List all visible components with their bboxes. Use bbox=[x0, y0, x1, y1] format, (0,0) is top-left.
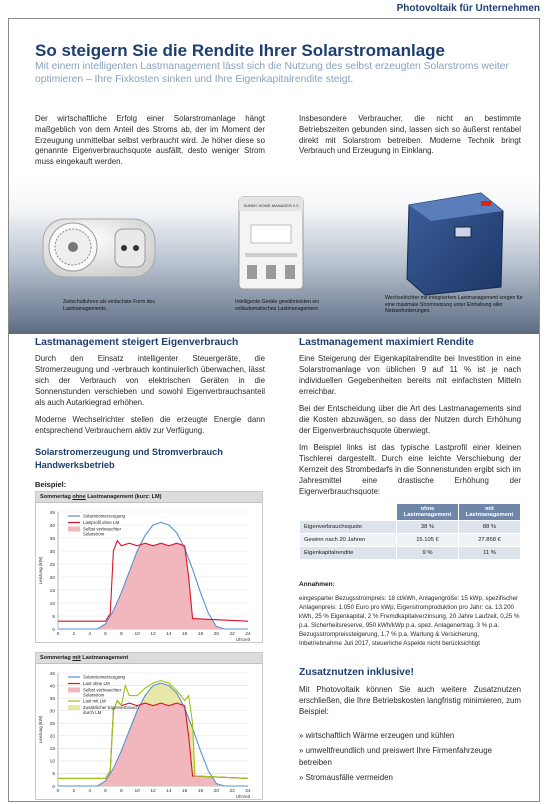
x-tick-label: 18 bbox=[197, 632, 204, 637]
x-tick-label: 22 bbox=[229, 632, 235, 637]
x-tick-label: 14 bbox=[166, 632, 172, 637]
left-body bbox=[35, 353, 265, 442]
table-header-row bbox=[300, 504, 521, 521]
legend-swatch bbox=[68, 705, 80, 710]
x-tick-label: 20 bbox=[213, 632, 220, 637]
caption-timer: Zeitschaltuhren als einfachste Form des Lastmanagements. bbox=[63, 299, 155, 312]
legend-swatch bbox=[68, 688, 80, 693]
table-cell: Eigenkapitalrendite bbox=[300, 547, 397, 560]
table-cell: 38 % bbox=[397, 521, 459, 534]
x-tick-label: 16 bbox=[181, 789, 188, 794]
x-tick-label: 0 bbox=[56, 632, 60, 637]
brand-label: Photovoltaik für Unternehmen bbox=[396, 3, 540, 14]
intro-left: Der wirtschaftliche Erfolg einer Solarstromanlage hängt maßgeblich von dem Anteil des Stroms ab, der im Moment der Erzeugung unmittelbar selbst verbraucht wird. Je höher diese so genannte Eigenverbrauchsquote ausfällt, desto weniger Strom muss eingekauft werden. bbox=[35, 114, 265, 167]
x-tick-label: 6 bbox=[104, 789, 107, 794]
y-tick-label: 25 bbox=[49, 562, 55, 568]
lead-text: Mit einem intelligenten Lastmanagement lässt sich die Nutzung des selbst erzeugten Solarstroms weiter optimieren – Ihre Fixkosten sinken und Ihre Eigenkapitalrendite steigt. bbox=[35, 61, 509, 85]
table-row bbox=[300, 521, 521, 534]
x-tick-label: 10 bbox=[134, 632, 140, 637]
y-tick-label: 25 bbox=[49, 722, 55, 728]
table-row bbox=[300, 547, 521, 560]
inverter-image bbox=[395, 187, 513, 297]
y-tick-label: 0 bbox=[52, 627, 55, 633]
table-cell: 15.105 € bbox=[397, 534, 459, 547]
legend-label: Selbst verbrauchter bbox=[83, 687, 122, 693]
y-tick-label: 20 bbox=[49, 734, 55, 740]
x-tick-label: 0 bbox=[56, 789, 60, 794]
y-tick-label: 30 bbox=[49, 549, 55, 555]
page-title: So steigern Sie die Rendite Ihrer Solarstromanlage bbox=[35, 41, 446, 60]
y-tick-label: 15 bbox=[49, 588, 55, 594]
chart-ohne-lm bbox=[35, 491, 263, 643]
x-axis-label: Uhrzeit bbox=[235, 794, 250, 799]
legend-label: Solarstromerzeugung bbox=[83, 674, 125, 680]
x-tick-label: 6 bbox=[104, 632, 107, 637]
table-header-cell bbox=[300, 504, 397, 521]
home-manager-image bbox=[231, 191, 311, 296]
chart-ohne-lm-plot bbox=[36, 504, 262, 643]
y-tick-label: 5 bbox=[52, 614, 55, 620]
y-tick-label: 20 bbox=[49, 575, 55, 581]
annahmen-text: eingesparter Bezugsstrompreis: 18 ct/kWh, Anlagengröße: 15 kWp, spezifischer Anlagenpreis: 1.050 Euro pro kWp, Eigenstromproduktion pro Jahr: ca. 13.200 kWh, 25 % Eigenkapital, 2 % Fremdkapitalverzinsung, 20 Jahre Laufzeit, 0,25 % p.a. Sicherheitsreserve, 950 kWh/kWp p.a. spez. Anlagenertrag, 3 % p.a. Bezugsstrompreissteigerung, 1,7 % p.a. Wartung & Versicherung, Inbetriebnahme Juli 2017, steuerliche Aspekte nicht berücksichtigt bbox=[299, 595, 520, 647]
x-tick-label: 14 bbox=[166, 789, 172, 794]
list-item: » wirtschaftlich Wärme erzeugen und kühlen bbox=[299, 731, 455, 740]
table-header-cell: mit Lastmanagement bbox=[459, 504, 521, 521]
legend-label: Solarstrom bbox=[83, 692, 105, 698]
beispiel-label: Beispiel: bbox=[35, 480, 67, 489]
intro-right: Insbesondere Verbraucher, die nicht an bestimmte Betriebszeiten gebunden sind, lassen sich so äußerst rentabel direkt mit Solarstrom betreiben. Moderne Technik bringt Verbrauch und Erzeugung in Einklang. bbox=[299, 114, 521, 156]
device-label: SUNNY HOME MANAGER 2.0 bbox=[243, 203, 299, 208]
table-cell: Gewinn nach 20 Jahren bbox=[300, 534, 397, 547]
y-tick-label: 40 bbox=[49, 523, 55, 529]
table-cell: 9 % bbox=[397, 547, 459, 560]
zusatznutzen-text: Mit Photovoltaik können Sie auch weitere Zusatznutzen erschließen, die Ihre Betriebskosten langfristig minimieren, zum Beispiel: bbox=[299, 685, 521, 716]
y-tick-label: 10 bbox=[49, 759, 55, 765]
right-paragraph-2: Bei der Entscheidung über die Art des Lastmanagements sind die Kosten abzuwägen, so dass der Nutzen durch Erhöhung der Eigenverbrauchsquote überwiegt. bbox=[299, 404, 521, 435]
page-frame bbox=[8, 18, 540, 802]
chart-mit-lm-plot bbox=[36, 665, 262, 800]
legend-label: Last mit LM bbox=[83, 698, 106, 704]
legend-label: Solarstrom bbox=[83, 531, 105, 537]
table-cell: 27.858 € bbox=[459, 534, 521, 547]
legend-label: Lastprofil ohne LM bbox=[83, 520, 120, 526]
y-tick-label: 30 bbox=[49, 709, 55, 715]
table-header-cell: ohne Lastmanagement bbox=[397, 504, 459, 521]
chart-mit-lm-title: Sommertag mit Lastmanagement bbox=[36, 653, 262, 664]
y-tick-label: 5 bbox=[52, 772, 55, 778]
x-tick-label: 12 bbox=[150, 632, 156, 637]
legend-label: Solarstromerzeugung bbox=[83, 513, 125, 519]
timer-plug-image bbox=[35, 199, 165, 294]
chart-mit-lm bbox=[35, 652, 263, 800]
left-paragraph-1: Durch den Einsatz intelligenter Steuergeräte, die Stromerzeugung und -verbrauch kontinuierlich überwachen, lässt sich der Verbrauch von elektrischen Geräten in die Sonnenstunden verschieben und sowohl Eigenverbrauchsanteil als auch Autarkiegrad erhöhen. bbox=[35, 354, 265, 407]
y-tick-label: 45 bbox=[49, 671, 55, 677]
benefit-list bbox=[299, 730, 521, 787]
list-item: » umweltfreundlich und preiswert Ihre Firmenfahrzeuge betreiben bbox=[299, 746, 492, 767]
x-tick-label: 20 bbox=[213, 789, 220, 794]
x-tick-label: 8 bbox=[119, 632, 123, 637]
rendite-table bbox=[299, 503, 521, 560]
legend-label: Last ohne LM bbox=[83, 681, 110, 687]
zusatznutzen-heading: Zusatznutzen inklusive! bbox=[299, 667, 414, 678]
article-header bbox=[9, 19, 539, 199]
caption-home-manager: Intelligente Geräte gewährleisten ein vollautomatisches Lastmanagement. bbox=[235, 299, 320, 312]
table-cell: Eigenverbrauchsquote bbox=[300, 521, 397, 534]
chart-ohne-lm-title: Sommertag ohne Lastmanagement (kurz: LM) bbox=[36, 492, 262, 503]
top-bar bbox=[0, 0, 546, 18]
x-tick-label: 18 bbox=[197, 789, 204, 794]
right-heading: Lastmanagement maximiert Rendite bbox=[299, 337, 474, 348]
y-tick-label: 40 bbox=[49, 684, 55, 690]
list-item: » Stromausfälle vermeiden bbox=[299, 773, 393, 782]
right-paragraph-3: Im Beispiel links ist das typische Lastprofil einer kleinen Tischlerei dargestellt. Durch eine leichte Verschiebung der Kernzeit des Strombedarfs in die Sonnenstunden ergibt sich im Jahresmittel eine drastische Erhöhung der Eigenverbrauchsquote: bbox=[299, 443, 521, 496]
x-tick-label: 2 bbox=[72, 789, 76, 794]
table-cell: 88 % bbox=[459, 521, 521, 534]
y-tick-label: 35 bbox=[49, 536, 55, 542]
photo-strip bbox=[9, 179, 539, 334]
right-paragraph-1: Eine Steigerung der Eigenkapitalrendite bei Investition in eine Solarstromanlage von üblichen 9 auf 11 % ist je nach individuellen Gegebenheiten bereits mit einfachsten Mitteln erreichbar. bbox=[299, 354, 521, 396]
y-tick-label: 45 bbox=[49, 510, 55, 516]
x-tick-label: 22 bbox=[229, 789, 235, 794]
x-tick-label: 12 bbox=[150, 789, 156, 794]
legend-label: Zusätzlicher Eigenverbrauch bbox=[83, 705, 139, 711]
x-tick-label: 4 bbox=[88, 632, 92, 637]
annahmen-label: Annahmen: bbox=[299, 581, 335, 588]
x-tick-label: 10 bbox=[134, 789, 140, 794]
y-tick-label: 35 bbox=[49, 696, 55, 702]
left-heading: Lastmanagement steigert Eigenverbrauch bbox=[35, 337, 239, 348]
x-tick-label: 2 bbox=[72, 632, 76, 637]
table-row bbox=[300, 534, 521, 547]
x-tick-label: 24 bbox=[245, 632, 251, 637]
chart-section-heading: Solarstromerzeugung und Stromverbrauch Handwerksbetrieb bbox=[35, 447, 223, 470]
right-body bbox=[299, 353, 521, 503]
legend-swatch bbox=[68, 527, 80, 532]
table-cell: 11 % bbox=[459, 547, 521, 560]
caption-inverter: Wechselrichter mit integriertem Lastmanagement sorgen für eine maximale Stromnutzung unter Einhaltung aller Netzanforderungen. bbox=[385, 295, 523, 314]
y-tick-label: 0 bbox=[52, 784, 55, 790]
x-axis-label: Uhrzeit bbox=[235, 637, 250, 642]
legend-label: durch LM bbox=[83, 710, 102, 716]
y-tick-label: 10 bbox=[49, 601, 55, 607]
left-paragraph-2: Moderne Wechselrichter stellen die erzeugte Energie dann entsprechend Verbrauchern aktiv zur Verfügung. bbox=[35, 415, 265, 435]
y-tick-label: 15 bbox=[49, 747, 55, 753]
y-axis-label: Leistung (kW) bbox=[38, 556, 43, 585]
x-tick-label: 16 bbox=[181, 632, 188, 637]
x-tick-label: 24 bbox=[245, 789, 251, 794]
legend-label: Selbst verbrauchter bbox=[83, 526, 122, 532]
x-tick-label: 4 bbox=[88, 789, 92, 794]
y-axis-label: Leistung (kW) bbox=[38, 715, 43, 744]
x-tick-label: 8 bbox=[119, 789, 123, 794]
